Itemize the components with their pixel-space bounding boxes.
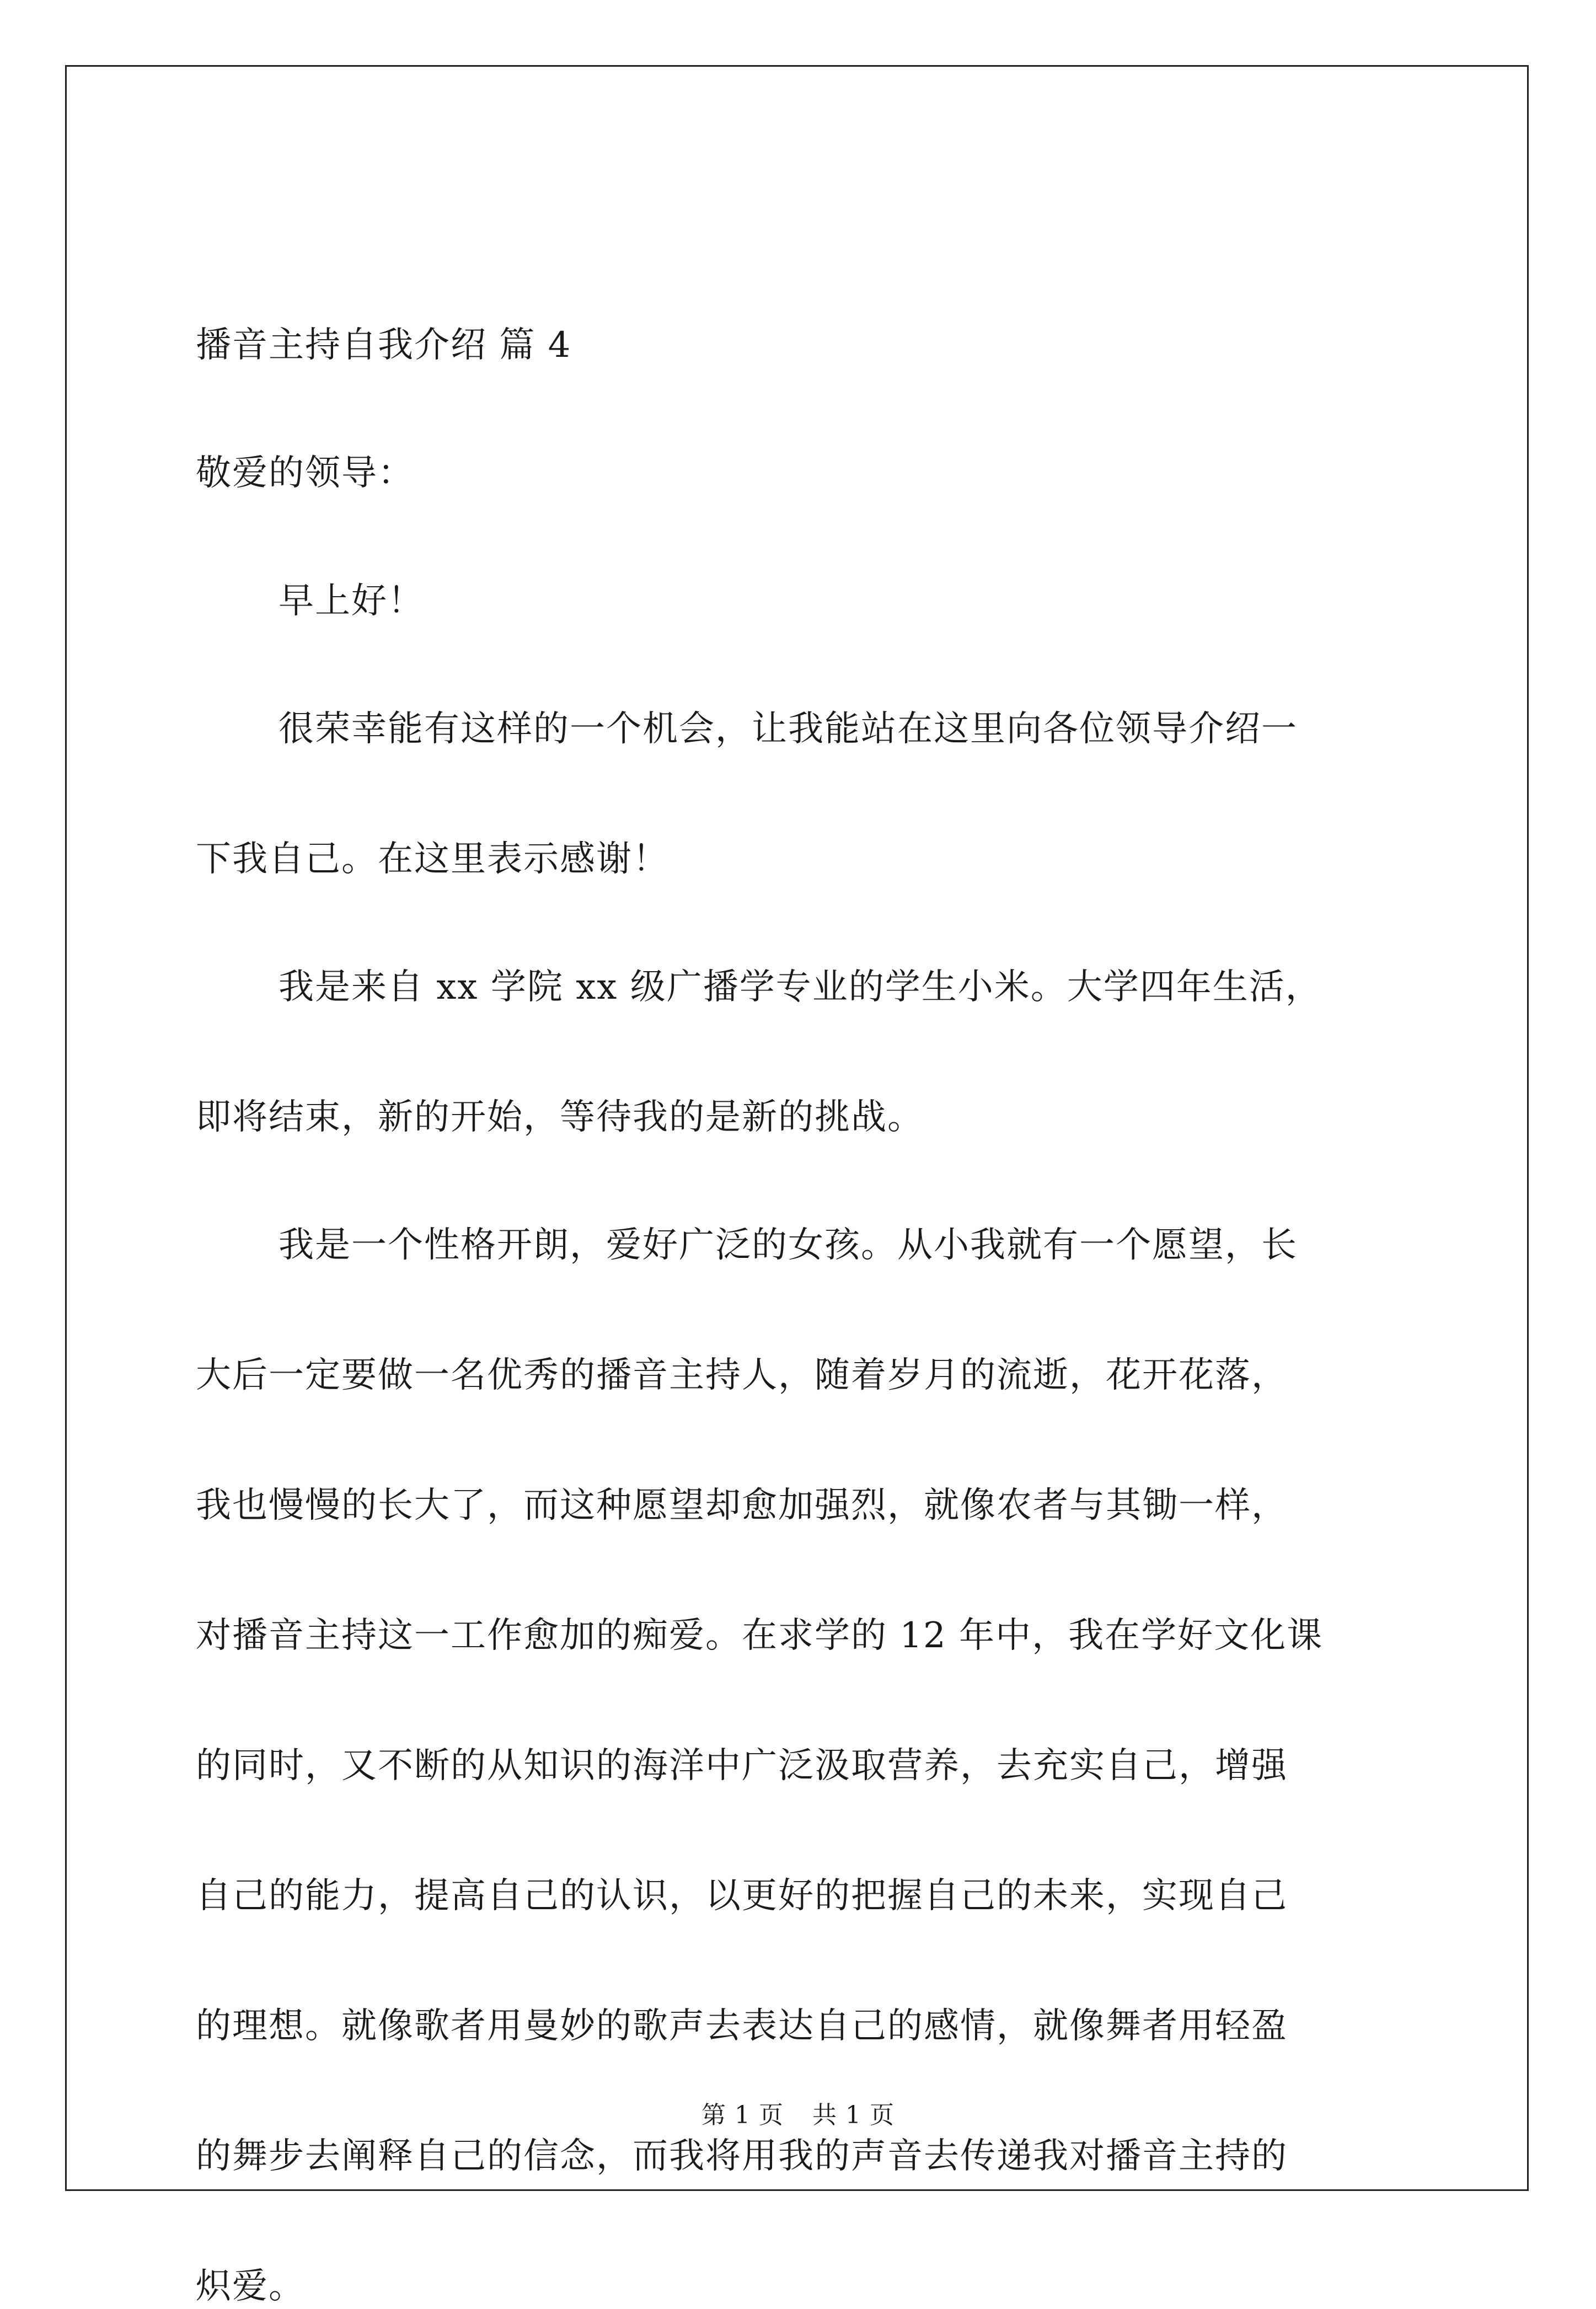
paragraph-thanks [196, 706, 1412, 882]
page-number: 第 1 页 [701, 2101, 784, 2129]
paragraph-line: 我是一个性格开朗，爱好广泛的女孩。从小我就有一个愿望，长 [279, 1225, 1298, 1266]
document-title: 播音主持自我介绍 篇 4 [196, 325, 572, 366]
paragraph-line: 我也慢慢的长大了，而这种愿望却愈加强烈，就像农者与其锄一样， [196, 1485, 1288, 1526]
paragraph-line: 炽爱。 [196, 2266, 305, 2307]
salutation: 敬爱的领导： [196, 453, 414, 494]
paragraph-line: 的舞步去阐释自己的信念，而我将用我的声音去传递我对播音主持的 [196, 2136, 1288, 2177]
paragraph-line: 的同时，又不断的从知识的海洋中广泛汲取营养，去充实自己，增强 [196, 1745, 1288, 1786]
page-footer [0, 2101, 1596, 2130]
paragraph-line: 的理想。就像歌者用曼妙的歌声去表达自己的感情，就像舞者用轻盈 [196, 2006, 1288, 2047]
paragraph-line: 很荣幸能有这样的一个机会，让我能站在这里向各位领导介绍一 [279, 709, 1298, 749]
paragraph-line: 对播音主持这一工作愈加的痴爱。在求学的 12 年中，我在学好文化课 [196, 1615, 1324, 1656]
paragraph-line: 我是来自 xx 学院 xx 级广播学专业的学生小米。大学四年生活， [279, 967, 1322, 1008]
paragraph-line: 下我自己。在这里表示感谢！ [196, 839, 669, 880]
paragraph-line: 即将结束，新的开始，等待我的是新的挑战。 [196, 1097, 924, 1138]
paragraph-greeting [196, 578, 1412, 624]
paragraph-aspiration [196, 1223, 1412, 2309]
paragraph-line: 早上好！ [279, 581, 424, 622]
document-body [196, 323, 1412, 2309]
paragraph-intro [196, 965, 1412, 1140]
paragraph-line: 自己的能力，提高自己的认识，以更好的把握自己的未来，实现自己 [196, 1876, 1288, 1916]
paragraph-line: 大后一定要做一名优秀的播音主持人，随着岁月的流逝，花开花落， [196, 1355, 1288, 1396]
page-total: 共 1 页 [812, 2101, 895, 2129]
